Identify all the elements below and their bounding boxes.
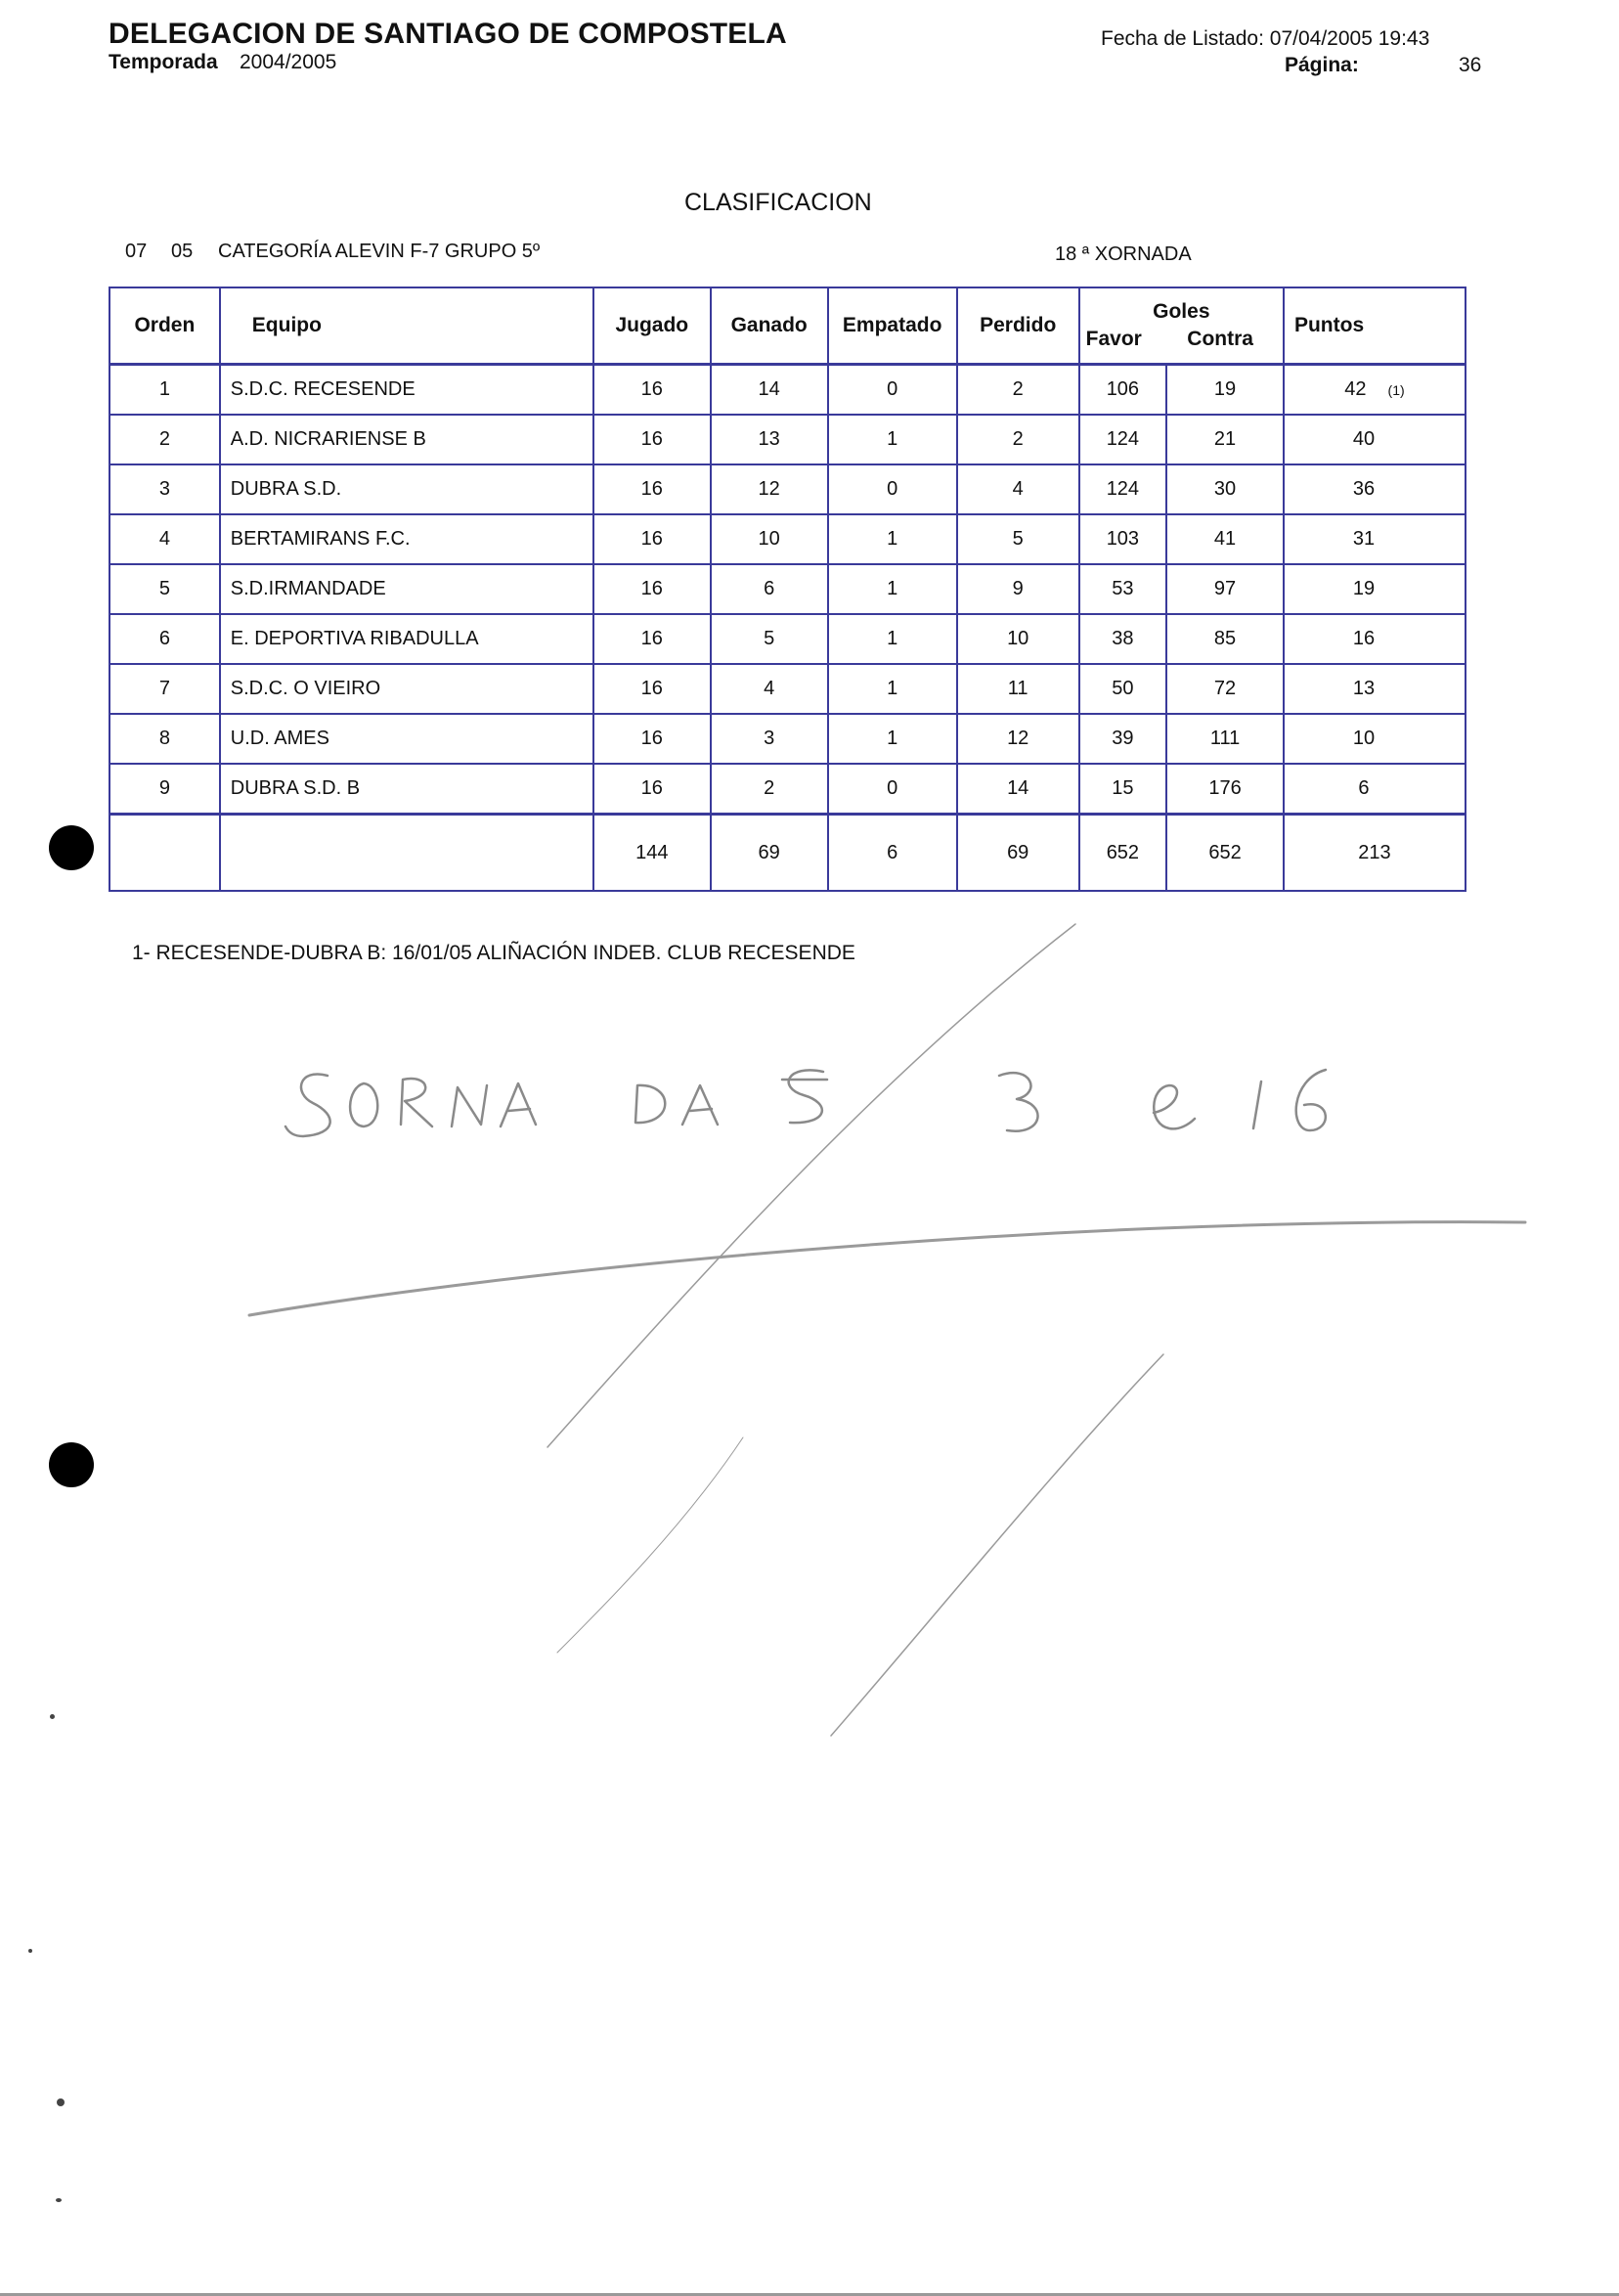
cell-puntos-value: 40 (1352, 428, 1376, 450)
season-value: 2004/2005 (240, 51, 337, 73)
cell-perdido-value: 14 (1007, 777, 1029, 799)
cell-jugado-value: 16 (640, 528, 663, 550)
cell-empatado-value: 1 (887, 578, 898, 599)
punch-hole-bottom (49, 1442, 94, 1487)
totals-contra: 652 (1166, 815, 1284, 892)
cell-empatado-value: 1 (887, 528, 898, 550)
cell-contra-value: 111 (1209, 728, 1241, 749)
cell-puntos-value: 36 (1352, 478, 1376, 500)
cell-contra-value: 30 (1213, 478, 1237, 500)
cell-perdido-value: 2 (1012, 428, 1024, 450)
cell-equipo-value: BERTAMIRANS F.C. (230, 528, 411, 550)
cell-equipo-value: S.D.C. RECESENDE (230, 378, 416, 400)
header-favor: Favor (1085, 328, 1142, 350)
cell-favor-value: 103 (1106, 528, 1140, 550)
cell-contra-value: 85 (1213, 628, 1237, 649)
cell-puntos-value: 13 (1352, 678, 1376, 699)
cell-equipo-value: DUBRA S.D. (230, 478, 342, 500)
cell-ganado-value: 13 (758, 428, 780, 450)
cell-puntos-value: 19 (1352, 578, 1376, 599)
cell-jugado-value: 16 (640, 678, 663, 699)
cell-orden-value: 8 (158, 728, 170, 749)
cell-jugado-value: 16 (640, 777, 663, 799)
header-equipo: Equipo (220, 287, 593, 365)
totals-perdido: 69 (957, 815, 1079, 892)
cell-contra-value: 19 (1213, 378, 1237, 400)
pencil-strokes (249, 924, 1525, 1736)
cell-orden-value: 2 (158, 428, 170, 450)
totals-favor: 652 (1079, 815, 1166, 892)
cell-favor-value: 106 (1106, 378, 1140, 400)
category-code-1: 07 (125, 241, 148, 262)
cell-equipo-value: U.D. AMES (230, 728, 329, 749)
cell-empatado-value: 0 (887, 478, 898, 500)
header-jugado: Jugado (593, 287, 711, 365)
cell-empatado-value: 1 (887, 428, 898, 450)
cell-equipo-value: A.D. NICRARIENSE B (230, 428, 426, 450)
cell-empatado-value: 1 (887, 628, 898, 649)
header-empatado: Empatado (828, 287, 957, 365)
cell-favor-value: 50 (1112, 678, 1134, 699)
scan-speck (56, 2198, 62, 2202)
cell-contra-value: 21 (1213, 428, 1237, 450)
scan-speck (28, 1949, 32, 1953)
cell-puntos-value: 6 (1358, 777, 1370, 799)
cell-orden-value: 5 (158, 578, 170, 599)
cell-empatado-value: 0 (887, 777, 898, 799)
cell-jugado-value: 16 (640, 428, 663, 450)
footnote: 1- RECESENDE-DUBRA B: 16/01/05 ALIÑACIÓN INDEB. CLUB RECESENDE (132, 942, 855, 964)
punch-hole-top (49, 825, 94, 870)
cell-jugado-value: 16 (640, 578, 663, 599)
cell-favor-value: 39 (1112, 728, 1134, 749)
totals-jugado: 144 (593, 815, 711, 892)
cell-perdido-value: 4 (1012, 478, 1024, 500)
cell-perdido-value: 2 (1012, 378, 1024, 400)
cell-perdido-value: 10 (1007, 628, 1029, 649)
cell-perdido-value: 12 (1007, 728, 1029, 749)
cell-orden-value: 9 (158, 777, 170, 799)
cell-perdido-value: 11 (1007, 678, 1028, 699)
header-goles-label: Goles (1153, 300, 1210, 323)
cell-jugado-value: 16 (640, 728, 663, 749)
cell-contra-value: 72 (1213, 678, 1237, 699)
cell-puntos-value: 16 (1352, 628, 1376, 649)
cell-perdido-value: 5 (1012, 528, 1024, 550)
totals-puntos: 213 (1284, 815, 1466, 892)
totals-empatado: 6 (828, 815, 957, 892)
header-ganado: Ganado (711, 287, 828, 365)
cell-jugado-value: 16 (640, 628, 663, 649)
cell-favor-value: 124 (1106, 478, 1140, 500)
cell-orden-value: 4 (158, 528, 170, 550)
cell-contra-value: 176 (1208, 777, 1242, 799)
season-label: Temporada (109, 51, 218, 73)
header-perdido: Perdido (957, 287, 1079, 365)
cell-equipo-value: S.D.IRMANDADE (230, 578, 386, 599)
cell-orden-value: 6 (158, 628, 170, 649)
cell-puntos-value: 31 (1352, 528, 1376, 550)
cell-jugado-value: 16 (640, 478, 663, 500)
page-number: 36 (1459, 54, 1482, 76)
header-contra: Contra (1187, 328, 1253, 350)
cell-jugado-value: 16 (640, 378, 663, 400)
page-label: Página: (1285, 54, 1359, 76)
scan-speck (57, 2098, 65, 2106)
cell-orden-value: 3 (158, 478, 170, 500)
cell-ganado-value: 14 (758, 378, 780, 400)
header-orden: Orden (109, 287, 220, 365)
cell-favor-value: 38 (1112, 628, 1134, 649)
cell-equipo-value: DUBRA S.D. B (230, 777, 361, 799)
report-title: CLASIFICACION (684, 189, 872, 216)
cell-ganado-value: 5 (764, 628, 775, 649)
cell-equipo-value: E. DEPORTIVA RIBADULLA (230, 628, 479, 649)
round-label: 18 ª XORNADA (1055, 243, 1192, 265)
cell-contra-value: 97 (1213, 578, 1237, 599)
totals-ganado: 69 (711, 815, 828, 892)
listing-date: Fecha de Listado: 07/04/2005 19:43 (1101, 27, 1430, 50)
cell-ganado-value: 3 (764, 728, 775, 749)
handwriting-sornadas (285, 1070, 1326, 1136)
category-name: CATEGORÍA ALEVIN F-7 GRUPO 5º (218, 241, 541, 262)
cell-ganado-value: 2 (764, 777, 775, 799)
cell-ganado-value: 6 (764, 578, 775, 599)
cell-perdido-value: 9 (1012, 578, 1024, 599)
cell-favor-value: 53 (1112, 578, 1134, 599)
cell-ganado-value: 10 (758, 528, 780, 550)
cell-empatado-value: 1 (887, 678, 898, 699)
scan-speck (50, 1714, 55, 1719)
cell-puntos-value: 42 (1344, 378, 1367, 400)
cell-favor-value: 124 (1106, 428, 1140, 450)
cell-empatado-value: 1 (887, 728, 898, 749)
cell-ganado-value: 4 (764, 678, 775, 699)
cell-orden-value: 7 (158, 678, 170, 699)
cell-contra-value: 41 (1213, 528, 1237, 550)
category-code-2: 05 (171, 241, 194, 262)
header-puntos: Puntos (1284, 287, 1466, 365)
cell-puntos-value: 10 (1352, 728, 1376, 749)
footnote-marker: (1) (1387, 382, 1405, 398)
cell-orden-value: 1 (158, 378, 170, 400)
cell-empatado-value: 0 (887, 378, 898, 400)
cell-equipo-value: S.D.C. O VIEIRO (230, 678, 381, 699)
organization-title: DELEGACION DE SANTIAGO DE COMPOSTELA (109, 18, 787, 50)
cell-ganado-value: 12 (758, 478, 780, 500)
cell-favor-value: 15 (1112, 777, 1134, 799)
